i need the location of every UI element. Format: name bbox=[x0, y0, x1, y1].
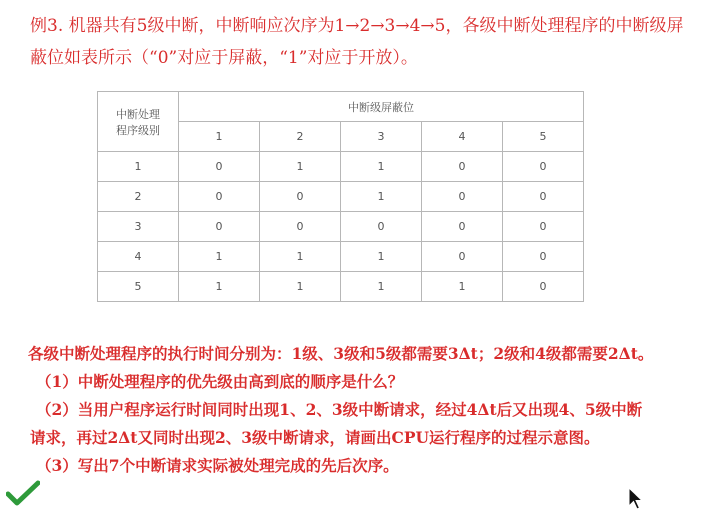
question-3: （3）写出7个中断请求实际被处理完成的先后次序。 bbox=[36, 456, 399, 475]
table-row bbox=[98, 182, 584, 212]
mask-cell: 1 bbox=[260, 152, 341, 182]
problem-line-1: 例3. 机器共有5级中断，中断响应次序为1→2→3→4→5，各级中断处理程序的中断级屏 bbox=[30, 16, 684, 36]
problem-statement bbox=[30, 10, 690, 74]
mask-cell: 1 bbox=[341, 182, 422, 212]
question-2-line-1: （2）当用户程序运行时间同时出现1、2、3级中断请求，经过4Δt后又出现4、5级中断 bbox=[36, 400, 643, 419]
problem-line-2: 蔽位如表所示（“0”对应于屏蔽，“1”对应于开放）。 bbox=[30, 48, 418, 68]
table-row bbox=[98, 242, 584, 272]
questions-block bbox=[28, 340, 698, 480]
mask-cell: 1 bbox=[179, 272, 260, 302]
mouse-pointer-icon bbox=[628, 487, 644, 511]
corner-header-line-2: 程序级别 bbox=[116, 123, 160, 137]
mask-cell: 0 bbox=[422, 242, 503, 272]
mask-cell: 0 bbox=[422, 182, 503, 212]
bit-header: 1 bbox=[179, 122, 260, 152]
level-cell: 5 bbox=[98, 272, 179, 302]
mask-cell: 0 bbox=[179, 182, 260, 212]
mask-cell: 0 bbox=[260, 182, 341, 212]
mask-bits-group-header: 中断级屏蔽位 bbox=[179, 92, 584, 122]
mask-cell: 0 bbox=[503, 182, 584, 212]
bit-header: 5 bbox=[503, 122, 584, 152]
mask-cell: 1 bbox=[422, 272, 503, 302]
mask-cell: 0 bbox=[503, 242, 584, 272]
mask-cell: 0 bbox=[179, 212, 260, 242]
mask-cell: 1 bbox=[341, 152, 422, 182]
table-row bbox=[98, 152, 584, 182]
bit-header: 2 bbox=[260, 122, 341, 152]
table-row bbox=[98, 272, 584, 302]
checkmark-icon bbox=[6, 480, 40, 506]
mask-cell: 0 bbox=[503, 272, 584, 302]
bit-header: 4 bbox=[422, 122, 503, 152]
corner-header bbox=[98, 92, 179, 152]
mask-cell: 0 bbox=[341, 212, 422, 242]
interrupt-mask-table bbox=[97, 91, 584, 302]
level-cell: 1 bbox=[98, 152, 179, 182]
corner-header-line-1: 中断处理 bbox=[116, 107, 160, 121]
question-1: （1）中断处理程序的优先级由高到底的顺序是什么？ bbox=[36, 372, 404, 391]
mask-cell: 1 bbox=[260, 242, 341, 272]
table-row bbox=[98, 212, 584, 242]
level-cell: 3 bbox=[98, 212, 179, 242]
mask-cell: 1 bbox=[341, 242, 422, 272]
question-2-line-2: 请求，再过2Δt又同时出现2、3级中断请求，请画出CPU运行程序的过程示意图。 bbox=[30, 428, 600, 447]
mask-cell: 1 bbox=[179, 242, 260, 272]
mask-cell: 0 bbox=[503, 212, 584, 242]
bit-header: 3 bbox=[341, 122, 422, 152]
table-header-row bbox=[98, 92, 584, 122]
mask-cell: 0 bbox=[422, 152, 503, 182]
mask-cell: 0 bbox=[179, 152, 260, 182]
execution-time-line: 各级中断处理程序的执行时间分别为：1级、3级和5级都需要3Δt；2级和4级都需要2Δt。 bbox=[28, 344, 654, 363]
mask-cell: 0 bbox=[503, 152, 584, 182]
mask-cell: 0 bbox=[422, 212, 503, 242]
mask-cell: 1 bbox=[260, 272, 341, 302]
mask-cell: 0 bbox=[260, 212, 341, 242]
level-cell: 2 bbox=[98, 182, 179, 212]
mask-cell: 1 bbox=[341, 272, 422, 302]
level-cell: 4 bbox=[98, 242, 179, 272]
